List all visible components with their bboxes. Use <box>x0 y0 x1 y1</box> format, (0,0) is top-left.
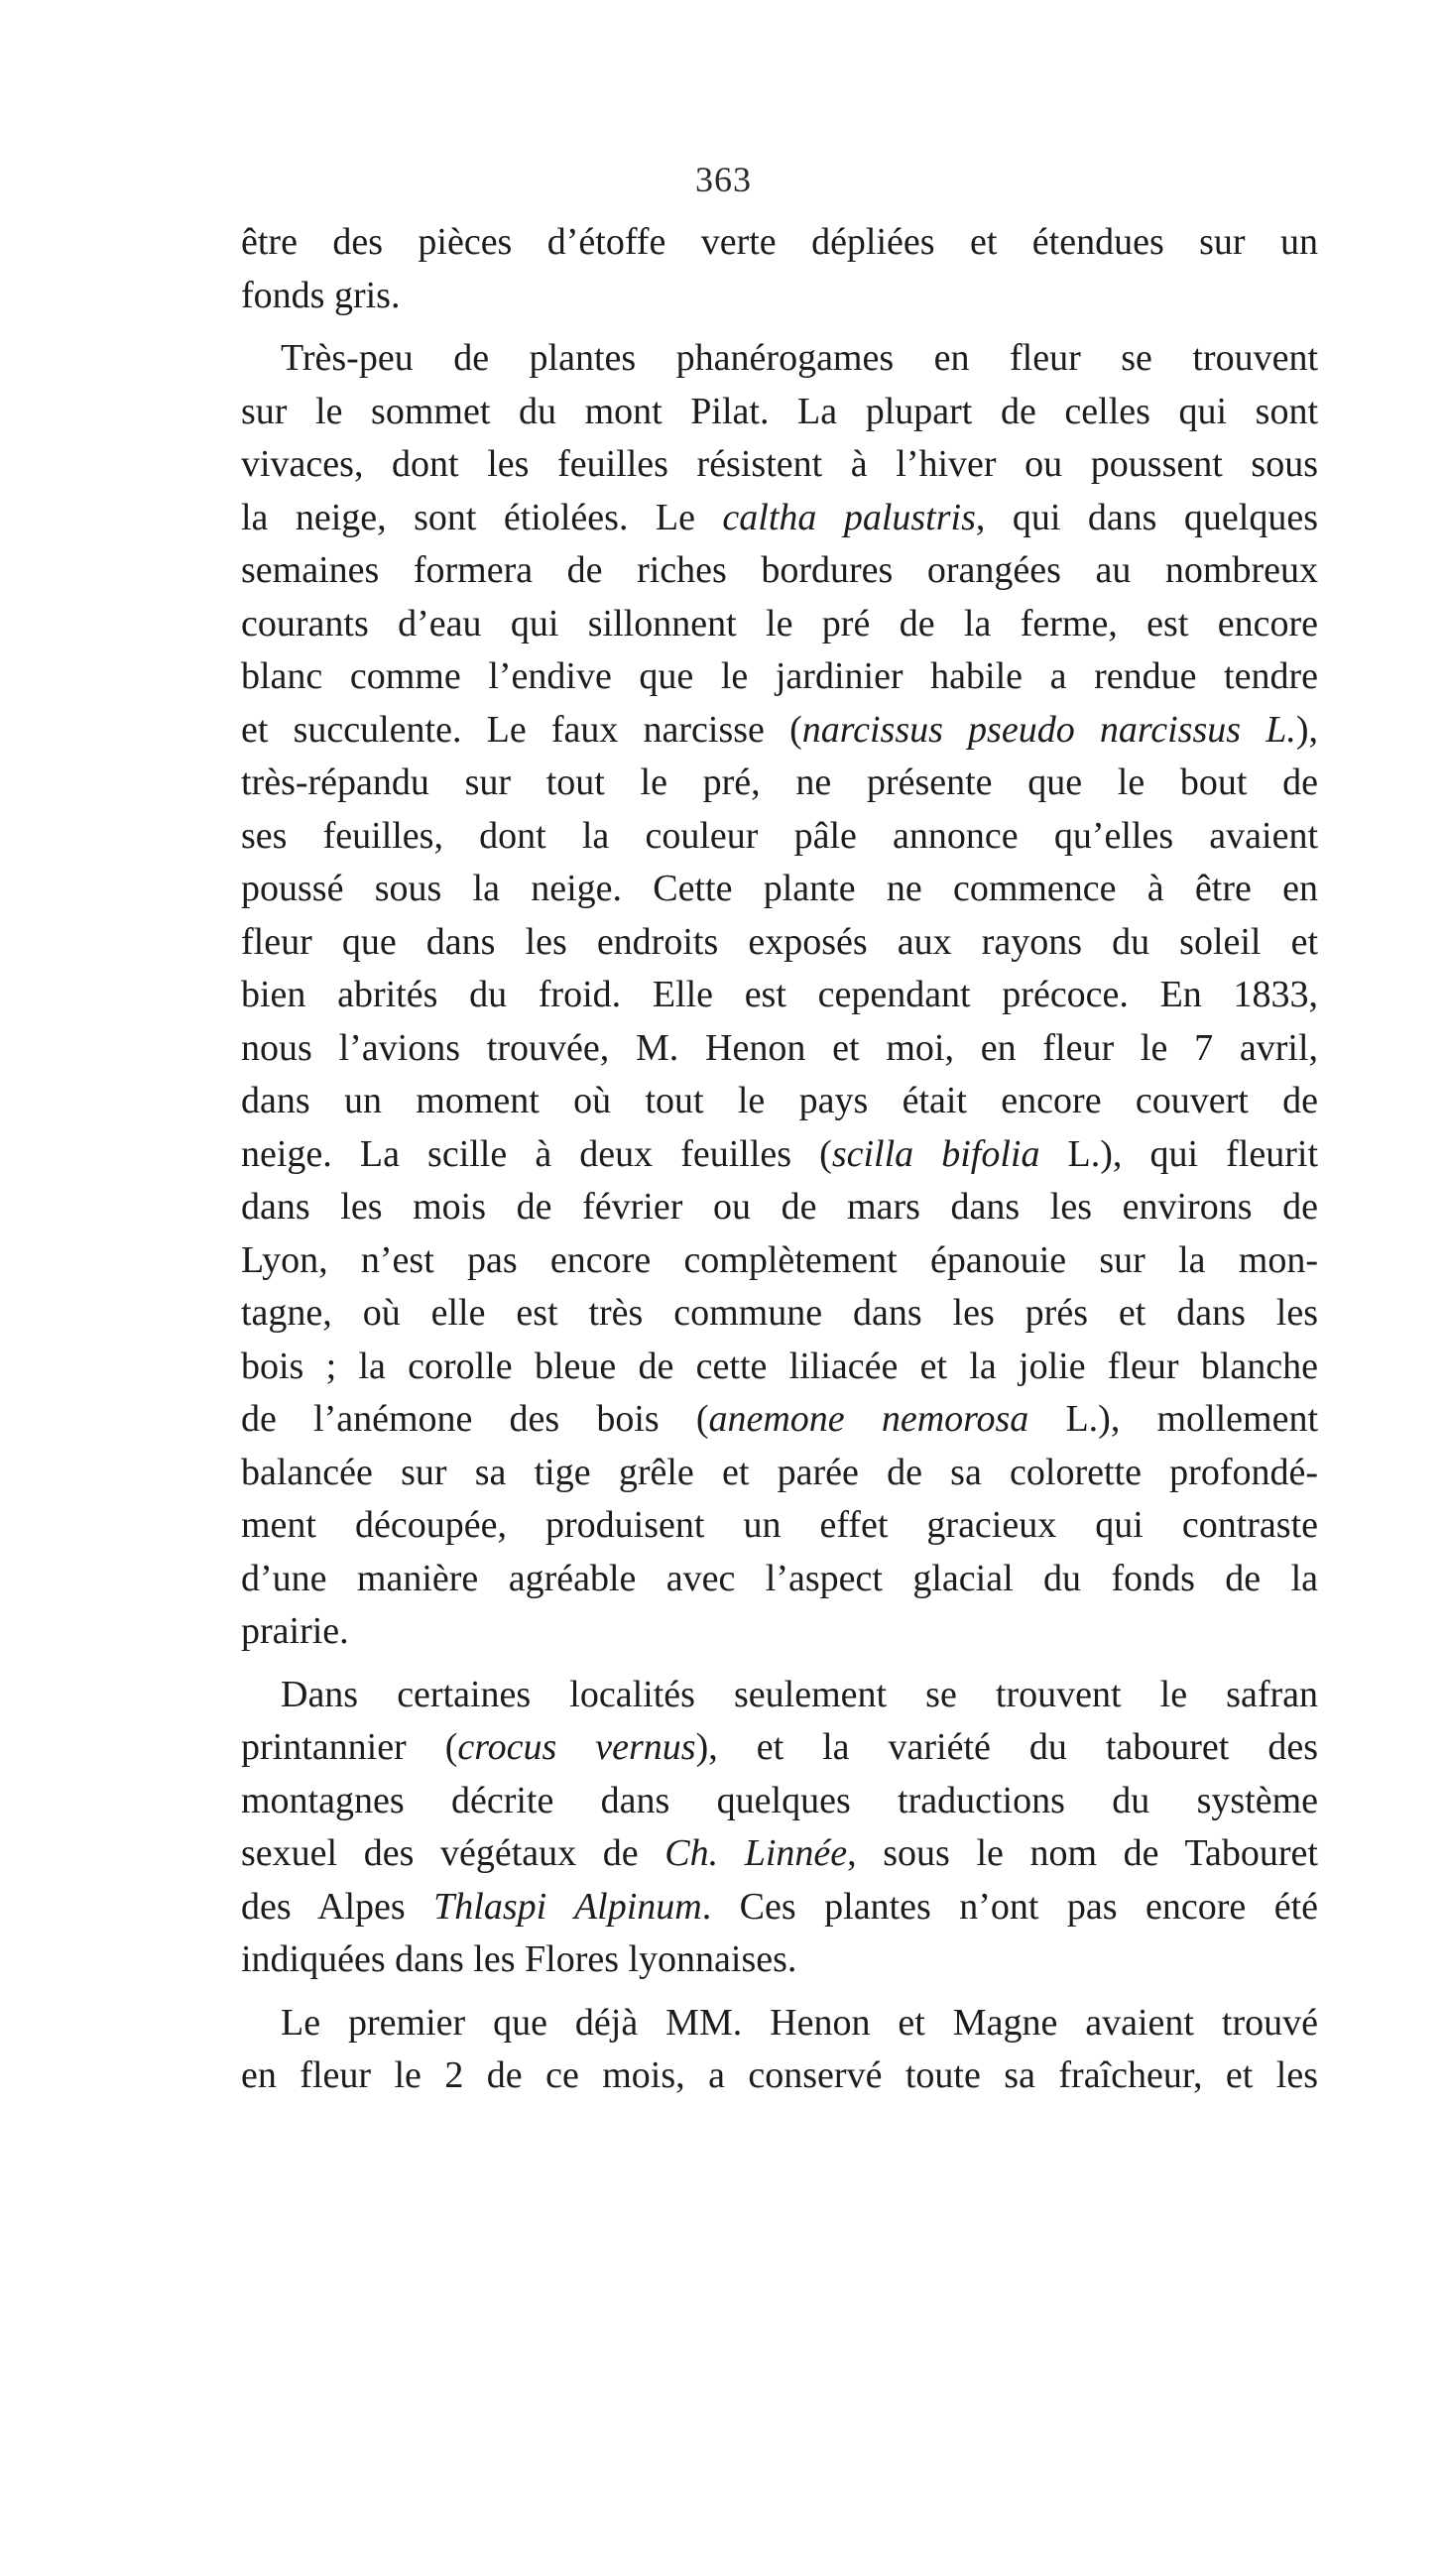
text-line: fonds gris. <box>241 274 401 316</box>
text-line: prairie. <box>241 1610 349 1652</box>
body-text <box>241 216 1318 2103</box>
italic-segment: anemone nemorosa <box>708 1398 1029 1440</box>
text-line: Lyon, n’est pas encore complètement épanouie sur la mon- <box>241 1238 1318 1281</box>
text-line: vivaces, dont les feuilles résistent à l’hiver ou poussent sous <box>241 443 1318 485</box>
text-line: Très-peu de plantes phanérogames en fleur se trouvent <box>281 337 1318 379</box>
italic-segment: caltha palustris <box>722 496 976 538</box>
text-line <box>241 1721 1318 1775</box>
text-segment: de l’anémone des bois ( <box>241 1398 709 1440</box>
text-segment: L.), qui fleurit <box>1039 1132 1318 1175</box>
text-line: dans les mois de février ou de mars dans les environs de <box>241 1186 1318 1228</box>
text-line <box>241 704 1318 758</box>
paragraph-gap <box>241 322 1318 332</box>
italic-segment: scilla bifolia <box>831 1132 1040 1175</box>
text-line: ses feuilles, dont la couleur pâle annonce qu’elles avaient <box>241 814 1318 857</box>
text-line: semaines formera de riches bordures orangées au nombreux <box>241 549 1318 591</box>
text-segment: L.), mollement <box>1028 1398 1319 1440</box>
text-segment: la neige, sont étiolées. Le <box>241 496 723 538</box>
text-line: nous l’avions trouvée, M. Henon et moi, en fleur le 7 avril, <box>241 1026 1318 1069</box>
text-line: Le premier que déjà MM. Henon et Magne avaient trouvé <box>281 2001 1318 2044</box>
text-line: indiquées dans les Flores lyonnaises. <box>241 1938 797 1980</box>
text-line: être des pièces d’étoffe verte dépliées et étendues sur un <box>241 221 1318 263</box>
text-segment: des Alpes <box>241 1885 434 1928</box>
text-line <box>241 1393 1318 1447</box>
text-line: d’une manière agréable avec l’aspect glacial du fonds de la <box>241 1557 1318 1599</box>
text-line <box>241 492 1318 545</box>
text-line: très-répandu sur tout le pré, ne présente que le bout de <box>241 761 1318 803</box>
text-segment: . Ces plantes n’ont pas encore été <box>701 1885 1319 1928</box>
text-line: ment découpée, produisent un effet gracieux qui contraste <box>241 1504 1318 1546</box>
text-segment: sexuel des végétaux de <box>241 1832 665 1874</box>
italic-segment: crocus vernus <box>457 1726 696 1768</box>
italic-segment: narcissus pseudo narcissus L. <box>801 708 1296 751</box>
page-number: 363 <box>695 160 752 199</box>
text-segment: , sous le nom de Tabouret <box>847 1832 1318 1874</box>
text-line: montagnes décrite dans quelques traductions du système <box>241 1779 1318 1821</box>
text-segment: et succulente. Le faux narcisse ( <box>241 708 802 751</box>
text-line: en fleur le 2 de ce mois, a conservé toute sa fraîcheur, et les <box>241 2054 1318 2096</box>
text-segment: neige. La scille à deux feuilles ( <box>241 1132 832 1175</box>
text-line: blanc comme l’endive que le jardinier habile a rendue tendre <box>241 655 1318 697</box>
italic-segment: Ch. Linnée <box>664 1832 848 1874</box>
text-segment: , qui dans quelques <box>975 496 1318 538</box>
paragraph-gap <box>241 1987 1318 1997</box>
text-line: fleur que dans les endroits exposés aux rayons du soleil et <box>241 920 1318 963</box>
text-segment: printannier ( <box>241 1726 458 1768</box>
text-line: Dans certaines localités seulement se trouvent le safran <box>281 1673 1318 1715</box>
text-line <box>241 1827 1318 1881</box>
text-line: courants d’eau qui sillonnent le pré de la ferme, est encore <box>241 602 1318 644</box>
text-segment: ), et la variété du tabouret des <box>695 1726 1318 1768</box>
text-line: sur le sommet du mont Pilat. La plupart de celles qui sont <box>241 390 1318 432</box>
text-line <box>241 1881 1318 1934</box>
italic-segment: Thlaspi Alpinum <box>433 1885 702 1928</box>
text-line: dans un moment où tout le pays était encore couvert de <box>241 1080 1318 1121</box>
text-line <box>241 1128 1318 1182</box>
text-line: bien abrités du froid. Elle est cependant précoce. En 1833, <box>241 974 1318 1015</box>
text-line: balancée sur sa tige grêle et parée de sa colorette profondé- <box>241 1451 1318 1493</box>
paragraph-gap <box>241 1659 1318 1669</box>
text-line: tagne, où elle est très commune dans les prés et dans les <box>241 1292 1318 1334</box>
text-line: poussé sous la neige. Cette plante ne commence à être en <box>241 868 1318 909</box>
text-line: bois ; la corolle bleue de cette liliacée et la jolie fleur blanche <box>241 1345 1318 1387</box>
text-segment: ), <box>1295 708 1318 751</box>
